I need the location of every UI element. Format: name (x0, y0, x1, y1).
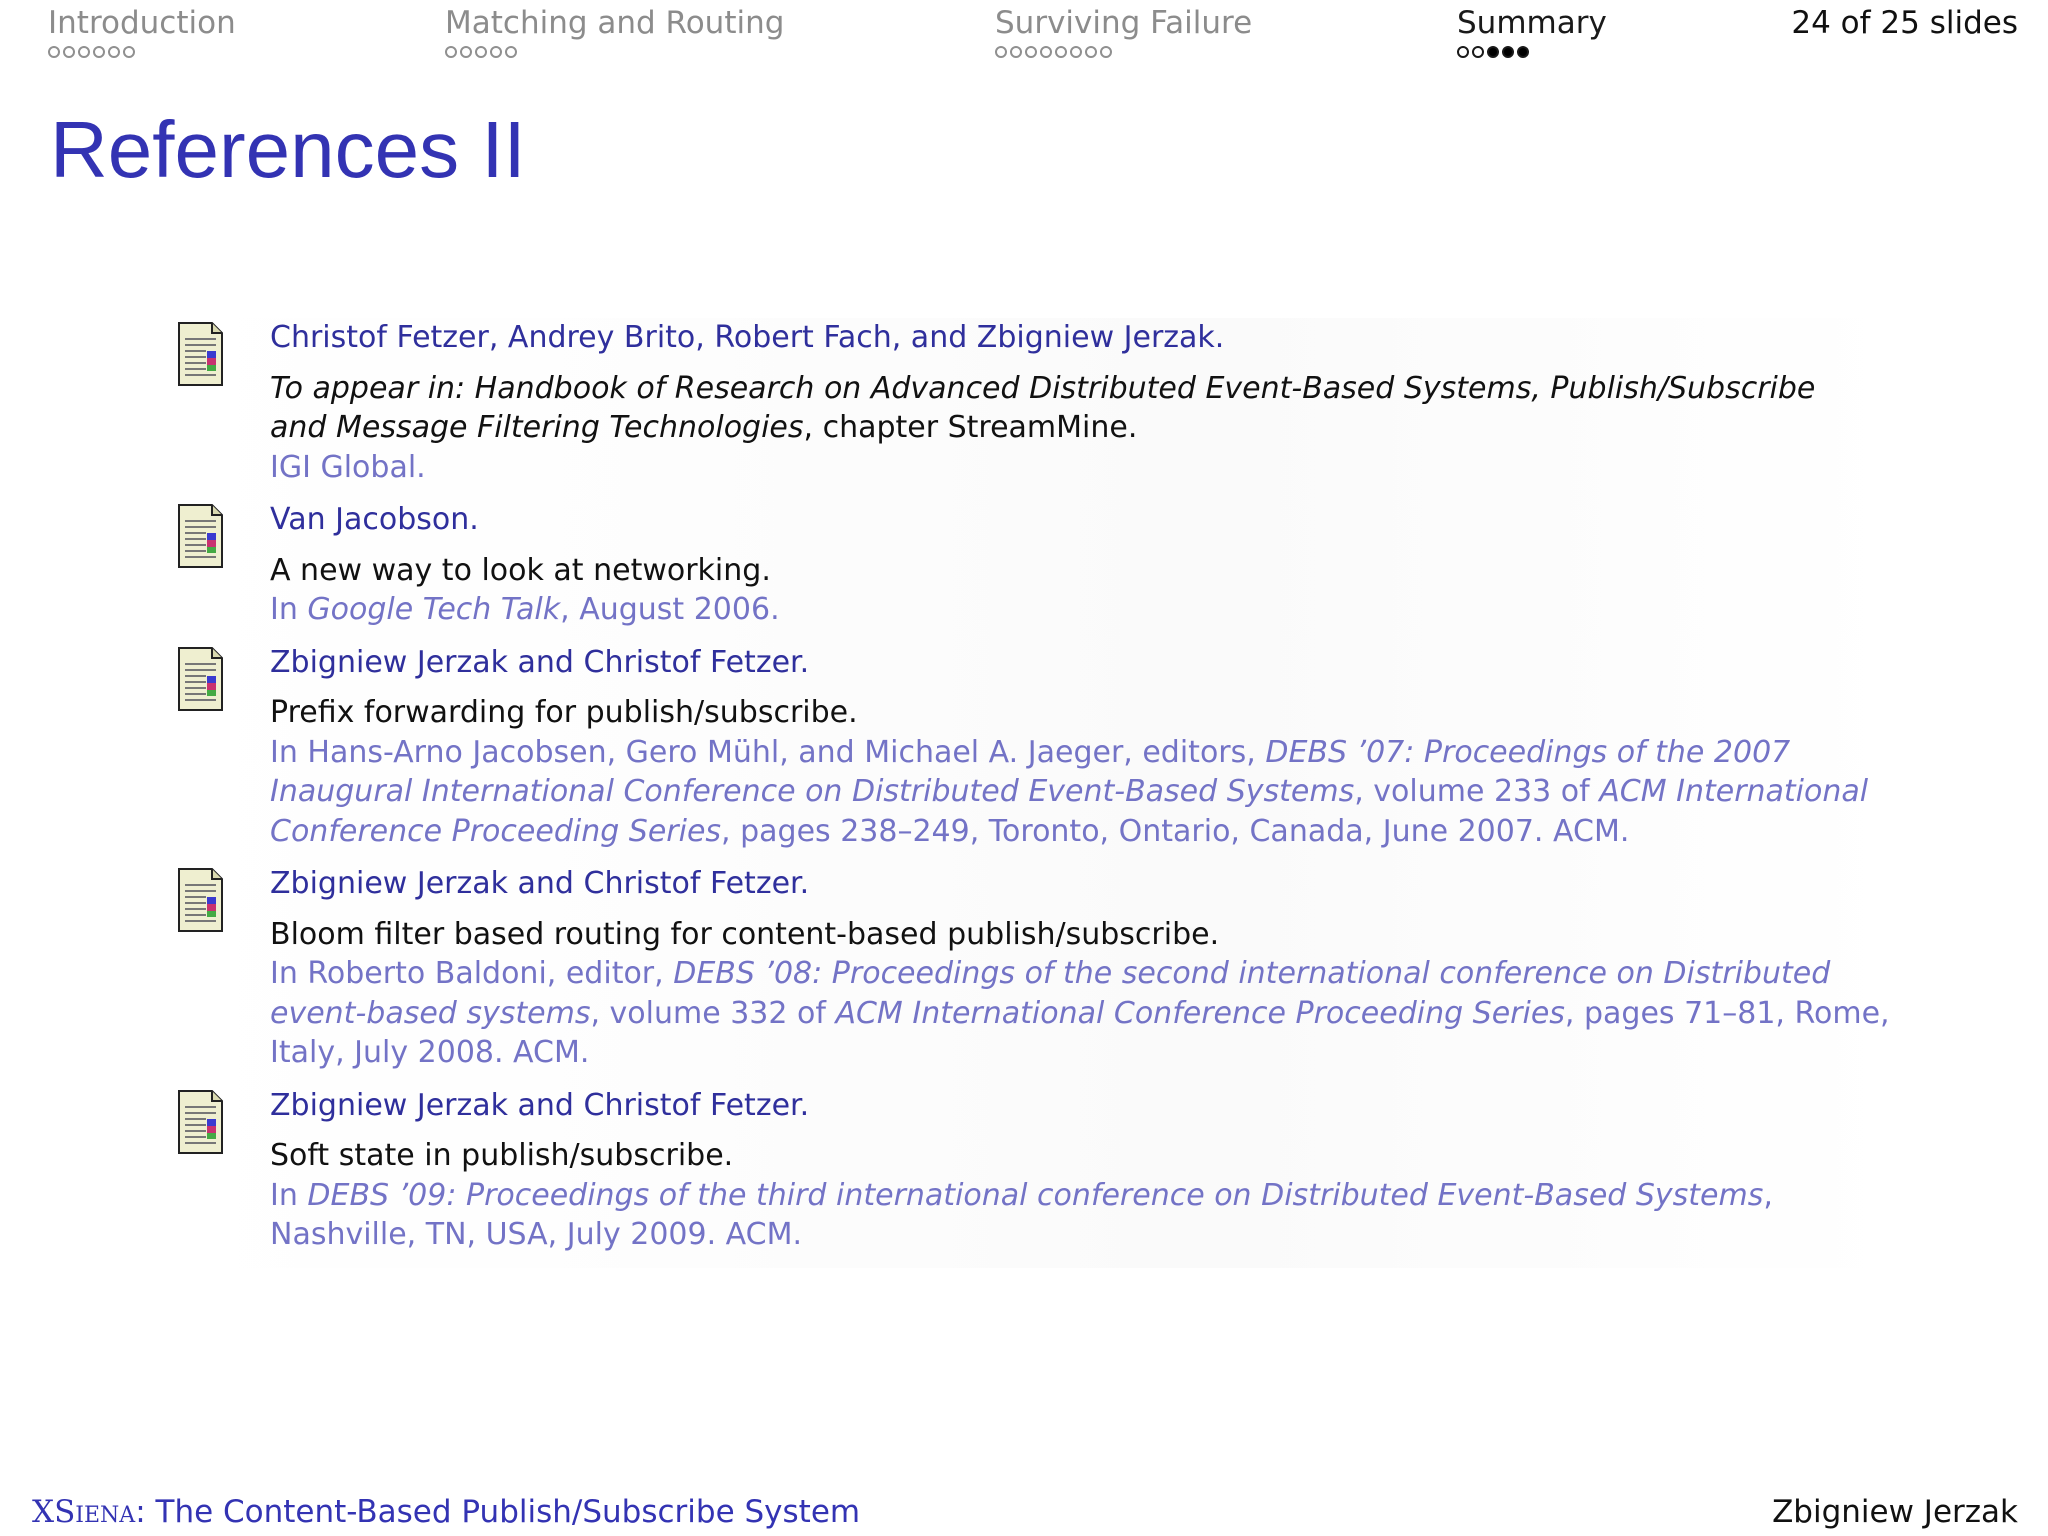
reference-note-segment: In (270, 592, 308, 627)
reference-title-segment: and Message Filtering Technologies (270, 410, 804, 445)
reference-entry (170, 1086, 1900, 1255)
slide-dots (995, 46, 1252, 58)
current-slide-dot[interactable] (1487, 46, 1499, 58)
slide-dot[interactable] (93, 46, 105, 58)
reference-title-segment: , chapter StreamMine. (803, 410, 1138, 445)
reference-note (270, 448, 1900, 488)
reference-author: Christof Fetzer, Andrey Brito, Robert Fach, and Zbigniew Jerzak. (270, 320, 1225, 355)
reference-note (270, 1215, 1900, 1255)
article-document-icon (176, 1090, 224, 1154)
current-slide-dot[interactable] (1502, 46, 1514, 58)
reference-note (270, 954, 1900, 994)
slide-dot[interactable] (108, 46, 120, 58)
reference-note-segment: Conference Proceeding Series (270, 813, 722, 849)
slide-dot[interactable] (78, 46, 90, 58)
reference-note-segment: , pages 71–81, Rome, (1564, 995, 1890, 1031)
slide-dot[interactable] (1472, 46, 1484, 58)
reference-note (270, 590, 1900, 630)
reference-author: Zbigniew Jerzak and Christof Fetzer. (270, 866, 810, 901)
reference-title (270, 915, 1900, 955)
slide-counter: 24 of 25 slides (1791, 5, 2018, 41)
reference-title (270, 693, 1900, 733)
nav-label[interactable]: Summary (1457, 5, 1607, 41)
reference-title-segment: Bloom filter based routing for content-based publish/subscribe. (270, 916, 1220, 952)
slide-dots (445, 46, 784, 58)
reference-note (270, 1033, 1900, 1073)
nav-section-matching-and-routing[interactable] (445, 4, 784, 58)
nav-section-surviving-failure[interactable] (995, 4, 1252, 58)
slide-dot[interactable] (1085, 46, 1097, 58)
reference-note-segment: IGI Global. (270, 449, 426, 485)
nav-label[interactable]: Matching and Routing (445, 5, 785, 41)
slide-dot[interactable] (1457, 46, 1469, 58)
article-document-icon (176, 868, 224, 932)
reference-entry (170, 643, 1900, 852)
nav-label[interactable]: Surviving Failure (995, 5, 1253, 41)
reference-title (270, 1136, 1900, 1176)
reference-note-segment: , volume 332 of (590, 995, 836, 1031)
slide-dot[interactable] (475, 46, 487, 58)
slide-dot[interactable] (1040, 46, 1052, 58)
footer-author: Zbigniew Jerzak (1772, 1494, 2018, 1530)
slide-dot[interactable] (505, 46, 517, 58)
reference-title-segment: Prefix forwarding for publish/subscribe. (270, 695, 858, 730)
reference-title (270, 369, 1900, 409)
slide-dots (1457, 46, 1607, 58)
reference-note (270, 812, 1900, 852)
reference-note-segment: In Roberto Baldoni, editor, (270, 956, 674, 991)
reference-note (270, 733, 1900, 773)
slide-dot[interactable] (63, 46, 75, 58)
reference-note-segment: , volume 233 of (1354, 774, 1600, 809)
reference-note-segment: , pages 238–249, Toronto, Ontario, Canada, June 2007. ACM. (721, 813, 1630, 849)
reference-note-segment: DEBS ’07: Proceedings of the 2007 (1265, 734, 1791, 770)
current-slide-dot[interactable] (1517, 46, 1529, 58)
slide-dot[interactable] (995, 46, 1007, 58)
slide-dot[interactable] (1055, 46, 1067, 58)
nav-section-introduction[interactable] (48, 4, 236, 58)
slide-dot[interactable] (1010, 46, 1022, 58)
reference-entry (170, 864, 1900, 1073)
article-document-icon (176, 322, 224, 386)
slide-dots (48, 46, 236, 58)
reference-title (270, 551, 1900, 591)
reference-entry (170, 318, 1900, 487)
reference-note-segment: Nashville, TN, USA, July 2009. ACM. (270, 1217, 803, 1252)
slide-dot[interactable] (1070, 46, 1082, 58)
reference-title (270, 408, 1900, 448)
slide-dot[interactable] (48, 46, 60, 58)
page-title: References II (50, 105, 526, 194)
reference-note-segment: Google Tech Talk (307, 592, 561, 627)
reference-note-segment: DEBS ’09: Proceedings of the third international conference on Distributed Event-Based Systems (307, 1177, 1764, 1213)
nav-label[interactable]: Introduction (48, 5, 236, 41)
article-document-icon (176, 647, 224, 711)
reference-note-segment: In (270, 1177, 308, 1213)
reference-note-segment: DEBS ’08: Proceedings of the second international conference on Distributed (673, 956, 1831, 991)
nav-section-summary[interactable] (1457, 4, 1607, 58)
slide-dot[interactable] (123, 46, 135, 58)
reference-note-segment: , August 2006. (560, 592, 780, 627)
footer-brand: XSiena (32, 1494, 136, 1530)
reference-note-segment: ACM International (1599, 774, 1869, 809)
reference-note (270, 1176, 1900, 1216)
footer-presentation-title (32, 1492, 860, 1532)
reference-note-segment: event-based systems (270, 995, 591, 1031)
reference-note-segment: ACM International Conference Proceeding Series (835, 995, 1565, 1031)
article-document-icon (176, 504, 224, 568)
footer-subtitle: : The Content-Based Publish/Subscribe System (135, 1494, 861, 1530)
reference-title-segment: Soft state in publish/subscribe. (270, 1138, 734, 1173)
reference-note-segment: In Hans-Arno Jacobsen, Gero Mühl, and Michael A. Jaeger, editors, (270, 734, 1266, 770)
reference-author: Zbigniew Jerzak and Christof Fetzer. (270, 1087, 810, 1123)
slide-dot[interactable] (1100, 46, 1112, 58)
slide-dot[interactable] (445, 46, 457, 58)
reference-author: Zbigniew Jerzak and Christof Fetzer. (270, 644, 810, 680)
reference-note-segment: , (1763, 1177, 1773, 1213)
bibliography-list (170, 318, 1900, 1268)
slide-dot[interactable] (460, 46, 472, 58)
reference-note (270, 994, 1900, 1034)
slide-dot[interactable] (490, 46, 502, 58)
reference-author: Van Jacobson. (270, 502, 479, 537)
reference-note-segment: Italy, July 2008. ACM. (270, 1035, 590, 1070)
reference-note-segment: Inaugural International Conference on Distributed Event-Based Systems (270, 774, 1355, 809)
slide-dot[interactable] (1025, 46, 1037, 58)
reference-title-segment: To appear in: Handbook of Research on Advanced Distributed Event-Based Systems, Publish/Subscribe (270, 370, 1816, 406)
reference-title-segment: A new way to look at networking. (270, 552, 771, 588)
reference-note (270, 772, 1900, 812)
reference-entry (170, 500, 1900, 630)
